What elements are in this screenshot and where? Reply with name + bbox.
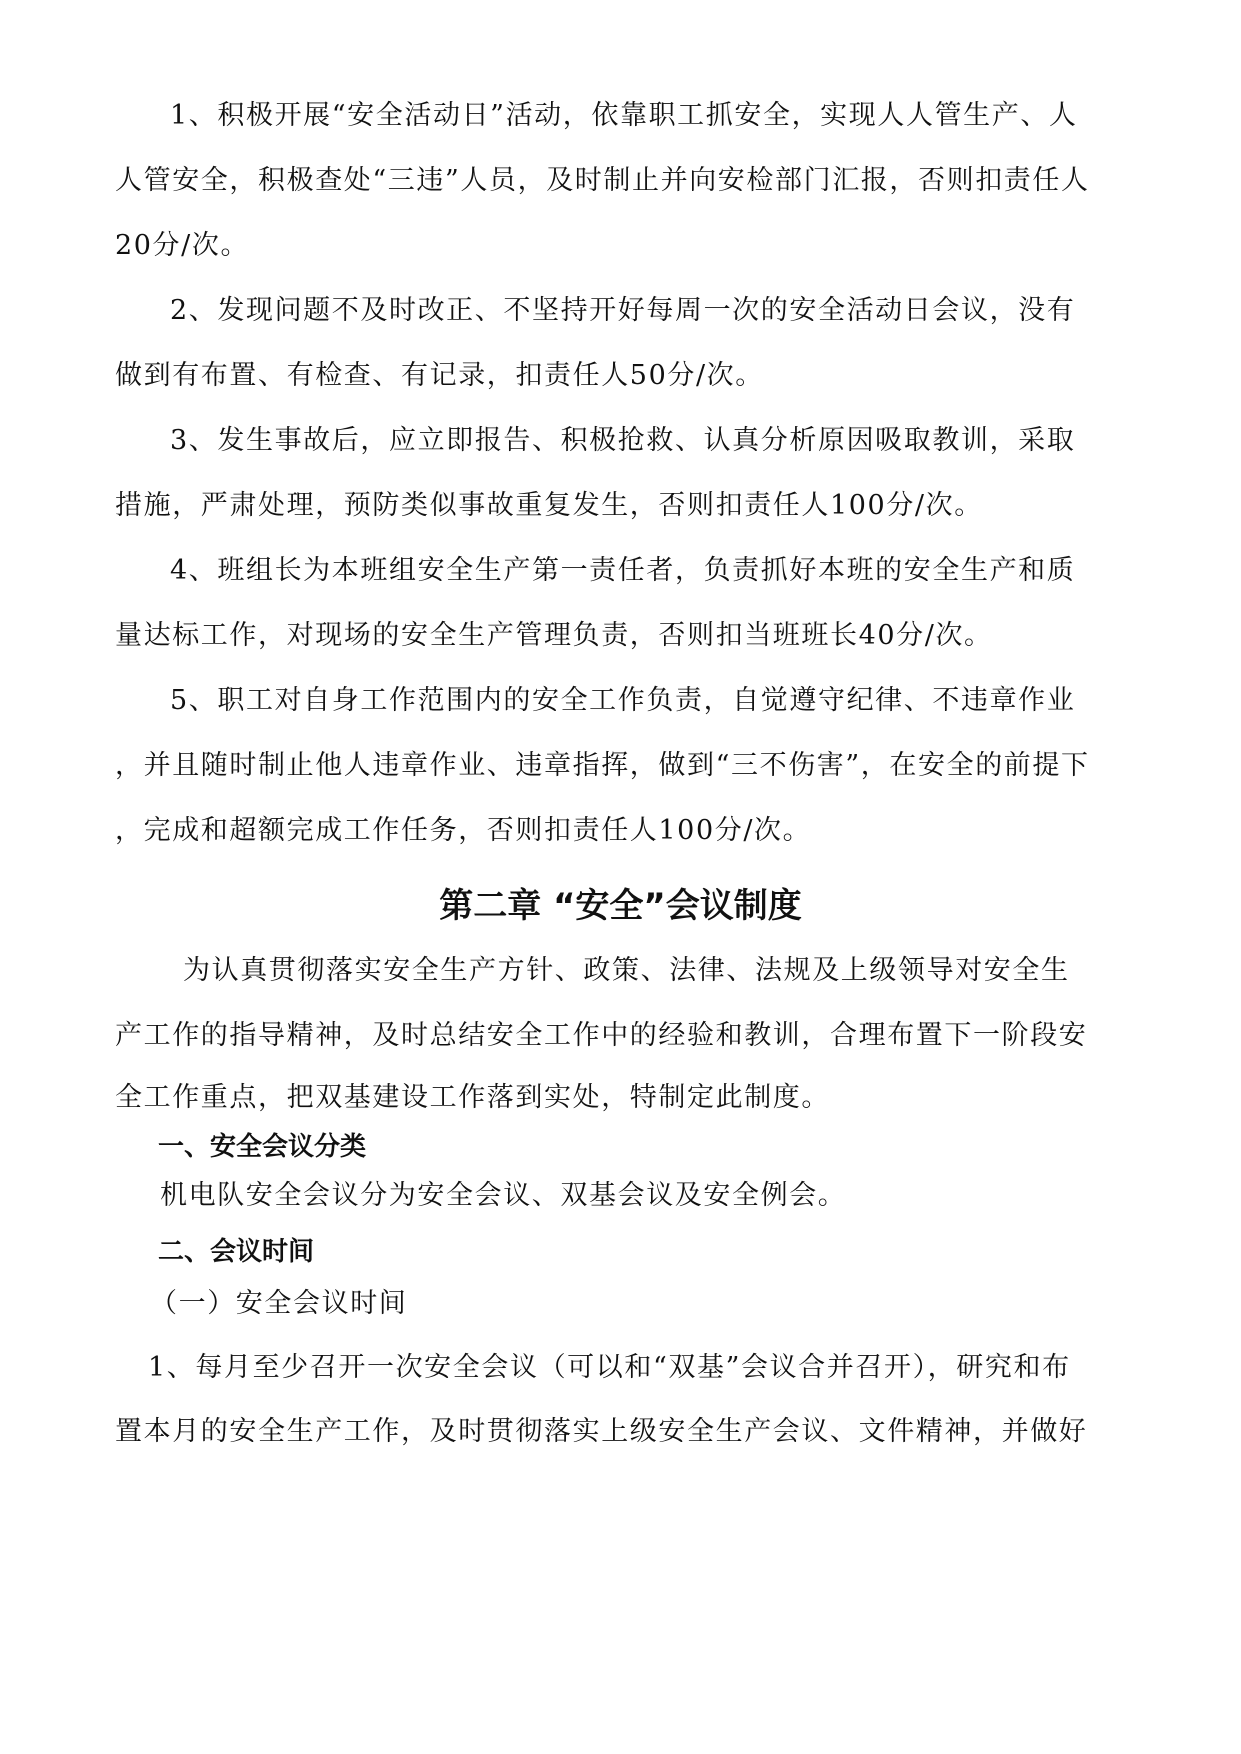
item-4-line-2: 量达标工作，对现场的安全生产管理负责，否则扣当班班长40分/次。 xyxy=(115,620,993,651)
meeting-types-text: 机电队安全会议分为安全会议、双基会议及安全例会。 xyxy=(160,1180,847,1211)
item-1-line-1: 1、积极开展“安全活动日”活动，依靠职工抓安全，实现人人管生产、人 xyxy=(170,100,1078,131)
meeting-item-1-line-2: 置本月的安全生产工作，及时贯彻落实上级安全生产会议、文件精神，并做好 xyxy=(115,1416,1088,1447)
subsection-safety-meeting-time: （一）安全会议时间 xyxy=(150,1288,408,1319)
section-heading-meeting-types: 一、安全会议分类 xyxy=(158,1132,367,1162)
item-3-line-2: 措施，严肃处理，预防类似事故重复发生，否则扣责任人100分/次。 xyxy=(115,490,983,521)
item-1-line-3: 20分/次。 xyxy=(115,230,250,261)
item-3-line-1: 3、发生事故后，应立即报告、积极抢救、认真分析原因吸取教训，采取 xyxy=(170,425,1076,456)
section-heading-meeting-time: 二、会议时间 xyxy=(158,1237,315,1267)
item-5-line-3: ，完成和超额完成工作任务，否则扣责任人100分/次。 xyxy=(115,815,812,846)
meeting-item-1-line-1: 1、每月至少召开一次安全会议（可以和“双基”会议合并召开），研究和布 xyxy=(148,1352,1071,1383)
intro-line-2: 产工作的指导精神，及时总结安全工作中的经验和教训，合理布置下一阶段安 xyxy=(115,1020,1088,1051)
intro-line-3: 全工作重点，把双基建设工作落到实处，特制定此制度。 xyxy=(115,1082,830,1113)
intro-line-1: 为认真贯彻落实安全生产方针、政策、法律、法规及上级领导对安全生 xyxy=(183,955,1070,986)
item-5-line-1: 5、职工对自身工作范围内的安全工作负责，自觉遵守纪律、不违章作业 xyxy=(170,685,1076,716)
chapter-title: 第二章 “安全”会议制度 xyxy=(439,886,802,926)
item-1-line-2: 人管安全，积极查处“三违”人员，及时制止并向安检部门汇报，否则扣责任人 xyxy=(115,165,1090,196)
item-5-line-2: ，并且随时制止他人违章作业、违章指挥，做到“三不伤害”，在安全的前提下 xyxy=(115,750,1090,781)
item-2-line-2: 做到有布置、有检查、有记录，扣责任人50分/次。 xyxy=(115,360,764,391)
item-4-line-1: 4、班组长为本班组安全生产第一责任者，负责抓好本班的安全生产和质 xyxy=(170,555,1076,586)
item-2-line-1: 2、发现问题不及时改正、不坚持开好每周一次的安全活动日会议，没有 xyxy=(170,295,1076,326)
